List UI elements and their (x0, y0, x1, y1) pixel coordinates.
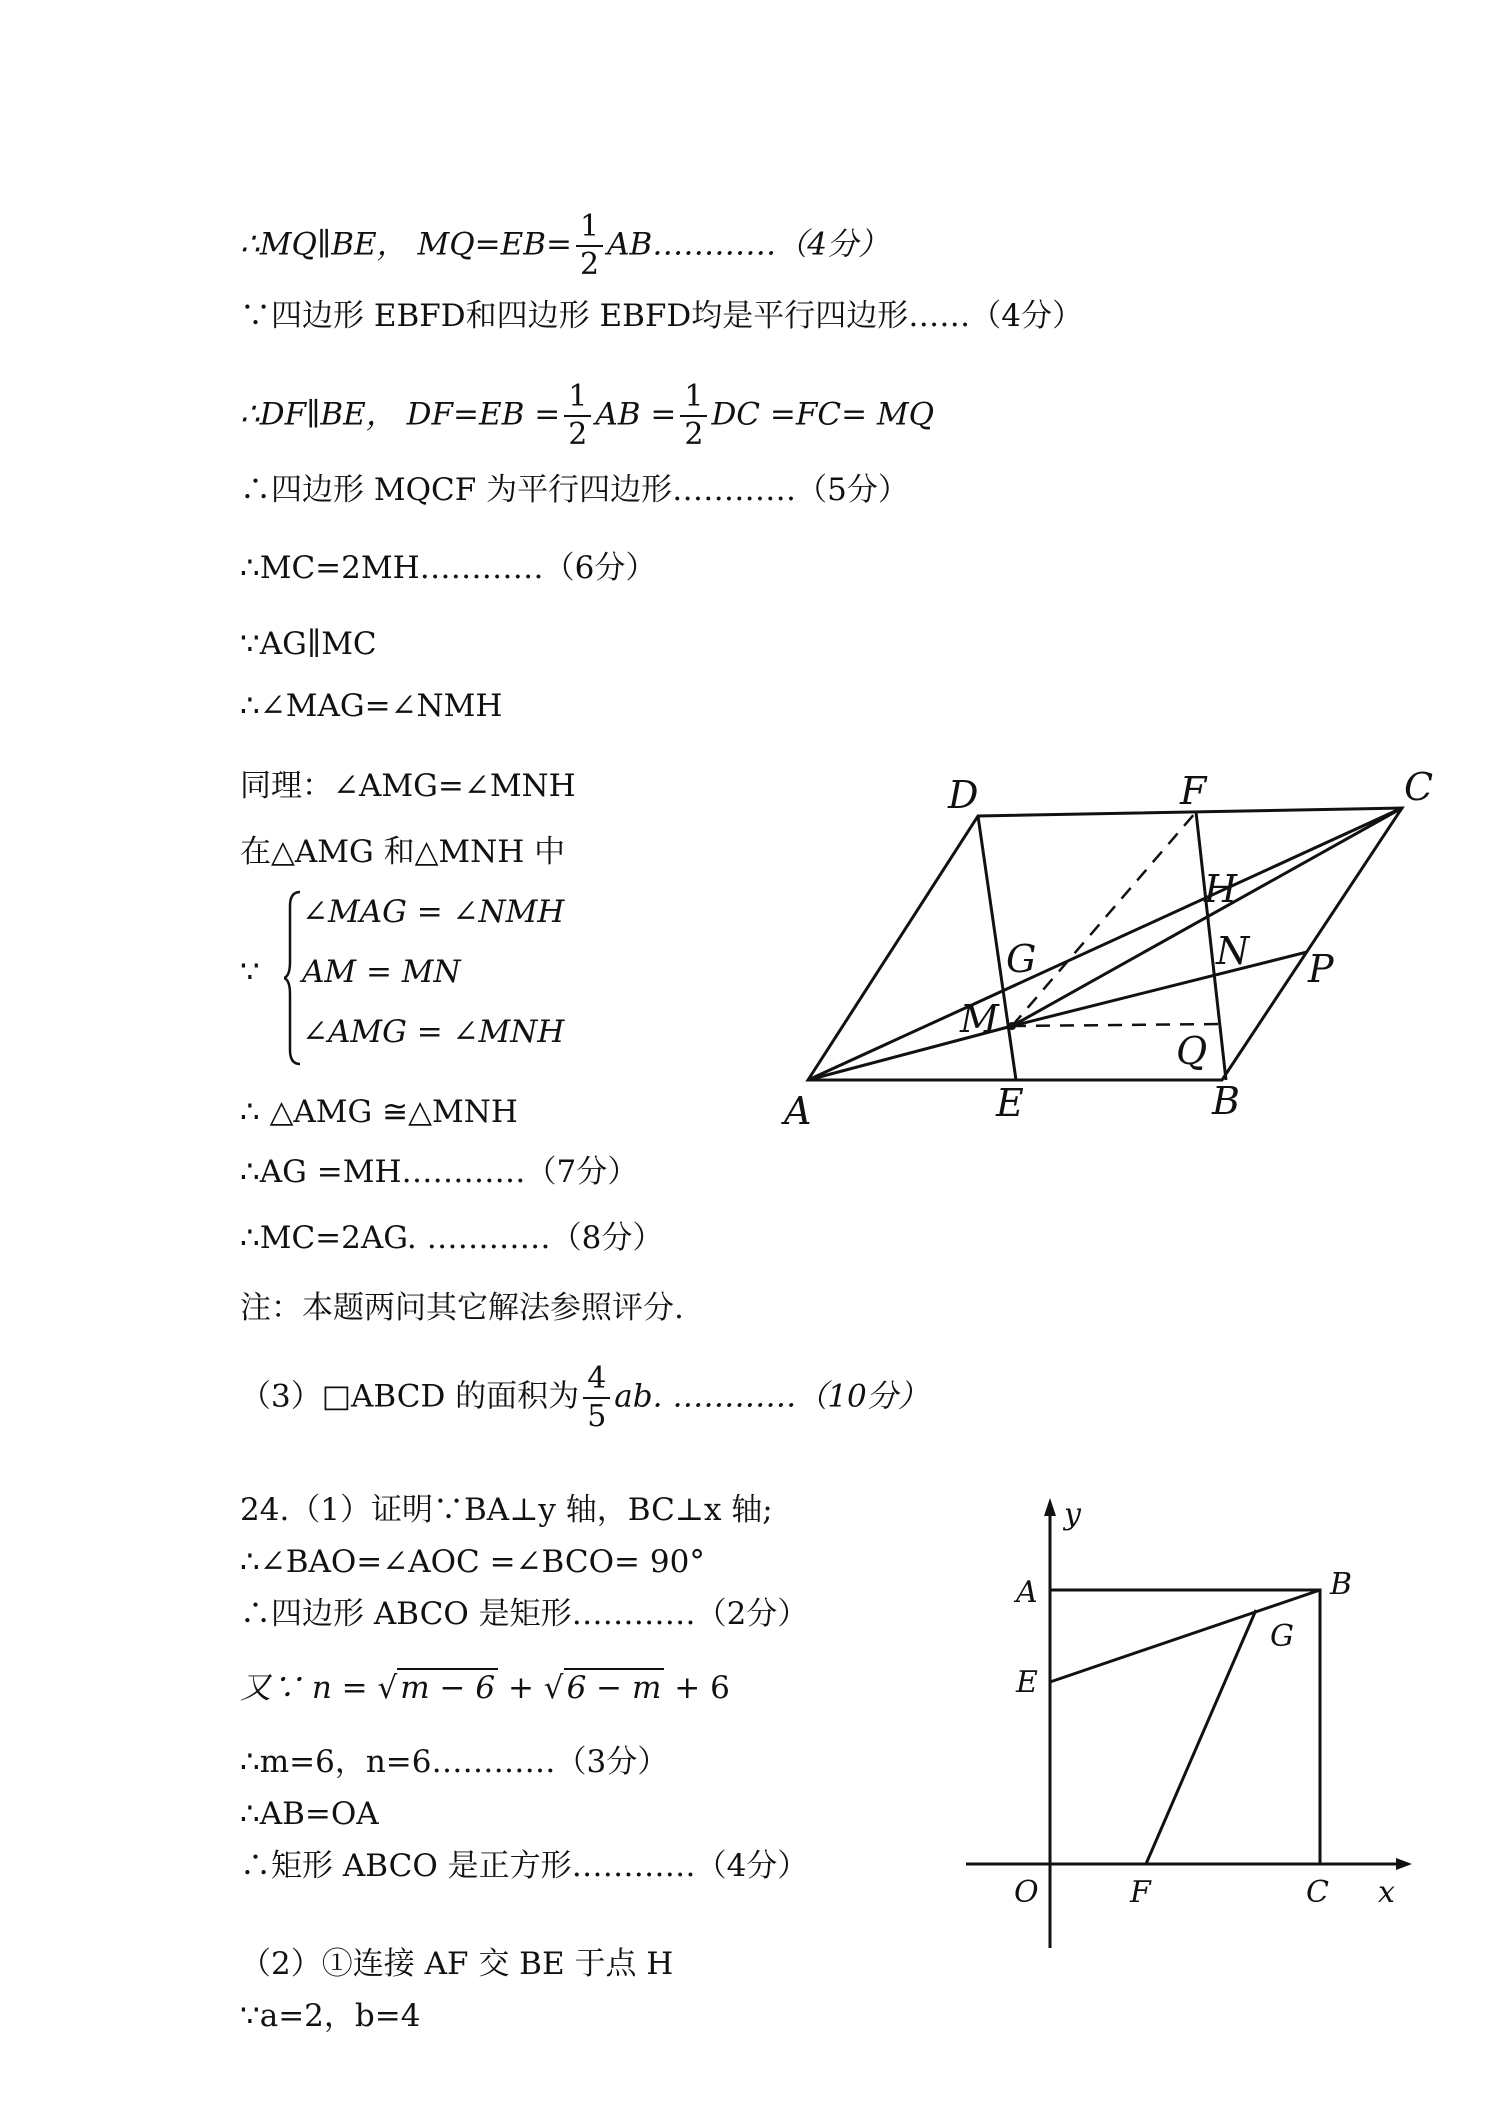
label-a2: A (1016, 1575, 1038, 1610)
text-part: + 6 (674, 1670, 730, 1706)
x-axis-arrow-icon (1396, 1858, 1412, 1870)
sqrt-symbol-icon: √ (543, 1670, 564, 1706)
fraction-denominator: 2 (564, 415, 591, 450)
label-m: M (960, 997, 999, 1041)
point-m (1008, 1022, 1016, 1030)
condition-angle-amg: ∠AMG = ∠MNH (302, 1014, 565, 1050)
step-parallelograms: ∵四边形 EBFD和四边形 EBFD均是平行四边形……（4分） (240, 298, 1083, 334)
dashed-mq (1012, 1024, 1224, 1026)
text-part: ab. …………（10分） (614, 1378, 929, 1415)
q24-values: ∴m=6，n=6…………（3分） (240, 1744, 669, 1780)
fraction-numerator: 1 (684, 379, 704, 414)
y-axis-arrow-icon (1044, 1498, 1056, 1516)
label-e: E (996, 1081, 1024, 1125)
label-b2: B (1330, 1567, 1353, 1602)
label-q: Q (1176, 1029, 1208, 1073)
label-x: x (1378, 1875, 1395, 1910)
sqrt-radicand: 6 − m (564, 1668, 665, 1706)
note-line: 注：本题两问其它解法参照评分. (240, 1290, 684, 1326)
fraction-denominator: 2 (576, 245, 603, 280)
step-angle-mag: ∴∠MAG=∠NMH (240, 688, 503, 724)
q24-ab-oa: ∴AB=OA (240, 1796, 379, 1832)
step-mc-2mh: ∴MC=2MH…………（6分） (240, 550, 657, 586)
q24-angles: ∴∠BAO=∠AOC =∠BCO= 90° (240, 1544, 705, 1580)
label-o: O (1014, 1875, 1039, 1910)
q24-rectangle: ∴四边形 ABCO 是矩形…………（2分） (240, 1596, 809, 1632)
text-part: 又∵ n = (240, 1670, 368, 1706)
q24-ab-values: ∵a=2，b=4 (240, 1998, 421, 2034)
step-ag-parallel: ∵AG∥MC (240, 626, 377, 662)
q24-proof-start: 24.（1）证明∵BA⊥y 轴，BC⊥x 轴; (240, 1492, 773, 1528)
fraction-numerator: 1 (568, 379, 588, 414)
text-part: AB = (595, 396, 677, 433)
sqrt-radicand: m − 6 (397, 1668, 498, 1706)
dashed-mf (1012, 812, 1196, 1026)
text-part: DC =FC= MQ (711, 396, 935, 433)
text-part: （3）□ABCD 的面积为 (240, 1378, 580, 1415)
label-f2: F (1130, 1875, 1151, 1910)
segment-mc (1012, 808, 1402, 1026)
fraction-numerator: 1 (579, 209, 600, 244)
label-b: B (1212, 1079, 1240, 1123)
label-p: P (1308, 947, 1334, 991)
step-in-triangles: 在△AMG 和△MNH 中 (240, 834, 566, 870)
fraction-numerator: 4 (587, 1361, 607, 1396)
q24-square: ∴矩形 ABCO 是正方形…………（4分） (240, 1848, 809, 1884)
step-mqcf: ∴四边形 MQCF 为平行四边形…………（5分） (240, 472, 909, 508)
segment-fg (1146, 1610, 1256, 1864)
label-d: D (948, 773, 979, 817)
label-c: C (1404, 765, 1434, 809)
fraction-denominator: 5 (583, 1397, 610, 1432)
condition-angle-mag: ∠MAG = ∠NMH (302, 894, 565, 930)
step-mc-2ag: ∴MC=2AG. …………（8分） (240, 1220, 664, 1256)
label-y: y (1064, 1497, 1081, 1532)
step-congruent: ∴ △AMG ≅△MNH (240, 1094, 518, 1130)
label-c2: C (1306, 1875, 1329, 1910)
segment-mp (1012, 952, 1307, 1026)
text-part: ∴DF∥BE， DF=EB = (240, 396, 561, 433)
label-h: H (1204, 867, 1238, 911)
q24-part2: （2）①连接 AF 交 BE 于点 H (240, 1946, 674, 1982)
label-g2: G (1270, 1619, 1294, 1654)
text-part: ∴MQ∥BE， MQ=EB= (240, 226, 572, 263)
condition-am-mn: AM = MN (302, 954, 461, 990)
fraction-denominator: 2 (680, 415, 707, 450)
plus-sign: + (507, 1670, 534, 1706)
label-a: A (784, 1089, 812, 1133)
text-part: AB…………（4分） (607, 226, 889, 263)
label-g: G (1006, 937, 1037, 981)
label-n: N (1216, 929, 1250, 973)
label-f: F (1180, 769, 1207, 813)
label-e2: E (1016, 1665, 1038, 1700)
because-symbol: ∵ (240, 954, 260, 990)
sqrt-symbol-icon: √ (377, 1670, 398, 1706)
step-ag-mh: ∴AG =MH…………（7分） (240, 1154, 639, 1190)
step-similarly: 同理：∠AMG=∠MNH (240, 768, 576, 804)
